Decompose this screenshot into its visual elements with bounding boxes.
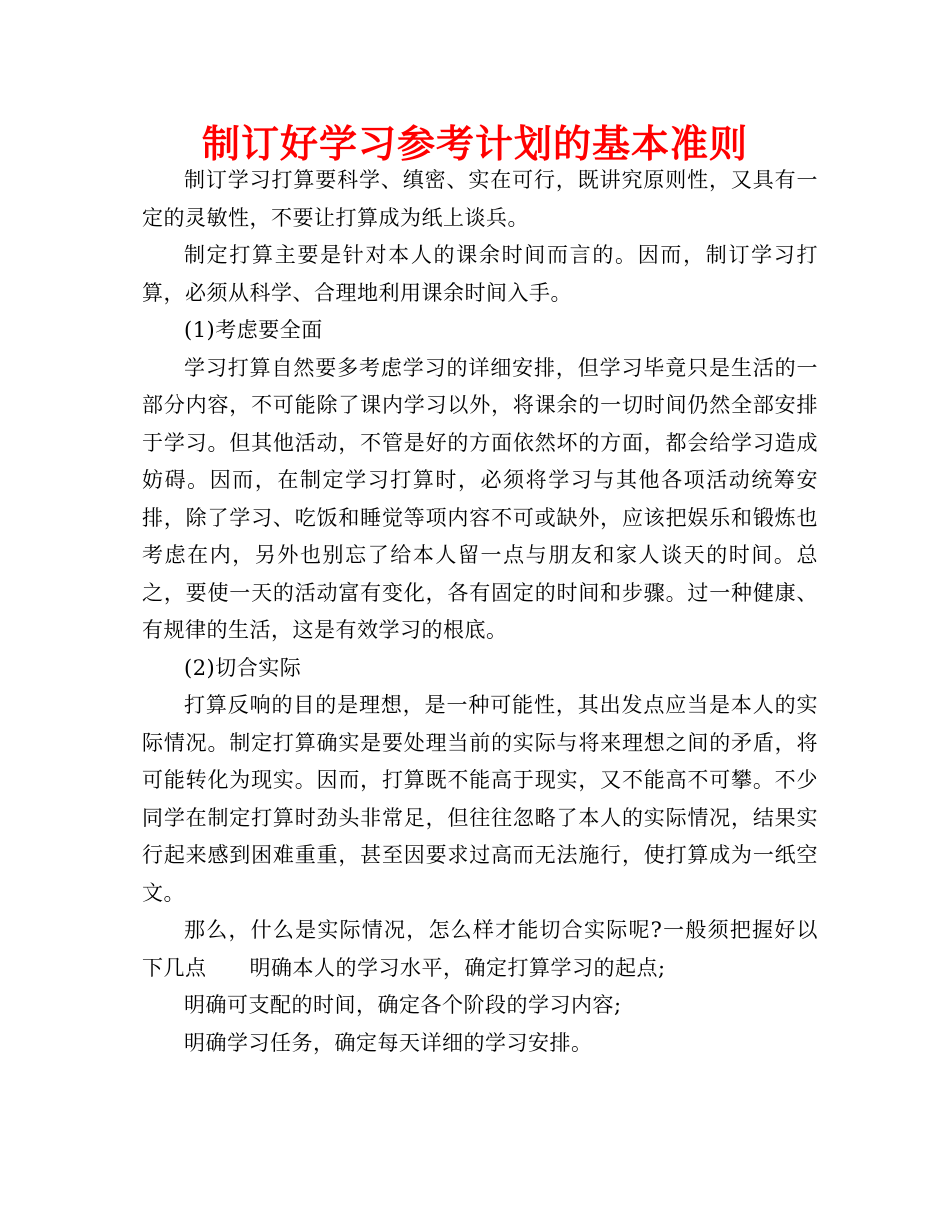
paragraph-leisure-time: 制定打算主要是针对本人的课余时间而言的。因而，制订学习打算，必须从科学、合理地利用课余时间入手。: [142, 243, 818, 305]
paragraph-available-time: 明确可支配的时间，确定各个阶段的学习内容;: [184, 993, 622, 1017]
section-heading-practical: (2)切合实际: [184, 655, 302, 680]
document-title: 制订好学习参考计划的基本准则: [201, 122, 748, 166]
document-body: [142, 162, 818, 1062]
paragraph-key-points: 那么，什么是实际情况，怎么样才能切合实际呢?一般须把握好以下几点 明确本人的学习水平，确定打算学习的起点;: [142, 918, 818, 980]
paragraph-daily-tasks: 明确学习任务，确定每天详细的学习安排。: [184, 1030, 593, 1055]
paragraph-intro: 制订学习打算要科学、缜密、实在可行，既讲究原则性，又具有一定的灵敏性，不要让打算成为纸上谈兵。: [142, 168, 818, 230]
section-heading-comprehensive: (1)考虑要全面: [184, 318, 323, 342]
paragraph-comprehensive: 学习打算自然要多考虑学习的详细安排，但学习毕竟只是生活的一部分内容，不可能除了课内学习以外，将课余的一切时间仍然全部安排于学习。但其他活动，不管是好的方面依然坏的方面，都会给学习造成妨碍。因而，在制定学习打算时，必须将学习与其他各项活动统筹安排，除了学习、吃饭和睡觉等项内容不可或缺外，应该把娱乐和锻炼也考虑在内，另外也别忘了给本人留一点与朋友和家人谈天的时间。总之，要使一天的活动富有变化，各有固定的时间和步骤。过一种健康、有规律的生活，这是有效学习的根底。: [142, 355, 818, 642]
paragraph-practical: 打算反响的目的是理想，是一种可能性，其出发点应当是本人的实际情况。制定打算确实是要处理当前的实际与将来理想之间的矛盾，将可能转化为现实。因而，打算既不能高于现实，又不能高不可攀。不少同学在制定打算时劲头非常足，但往往忽略了本人的实际情况，结果实行起来感到困难重重，甚至因要求过高而无法施行，使打算成为一纸空文。: [142, 693, 818, 905]
